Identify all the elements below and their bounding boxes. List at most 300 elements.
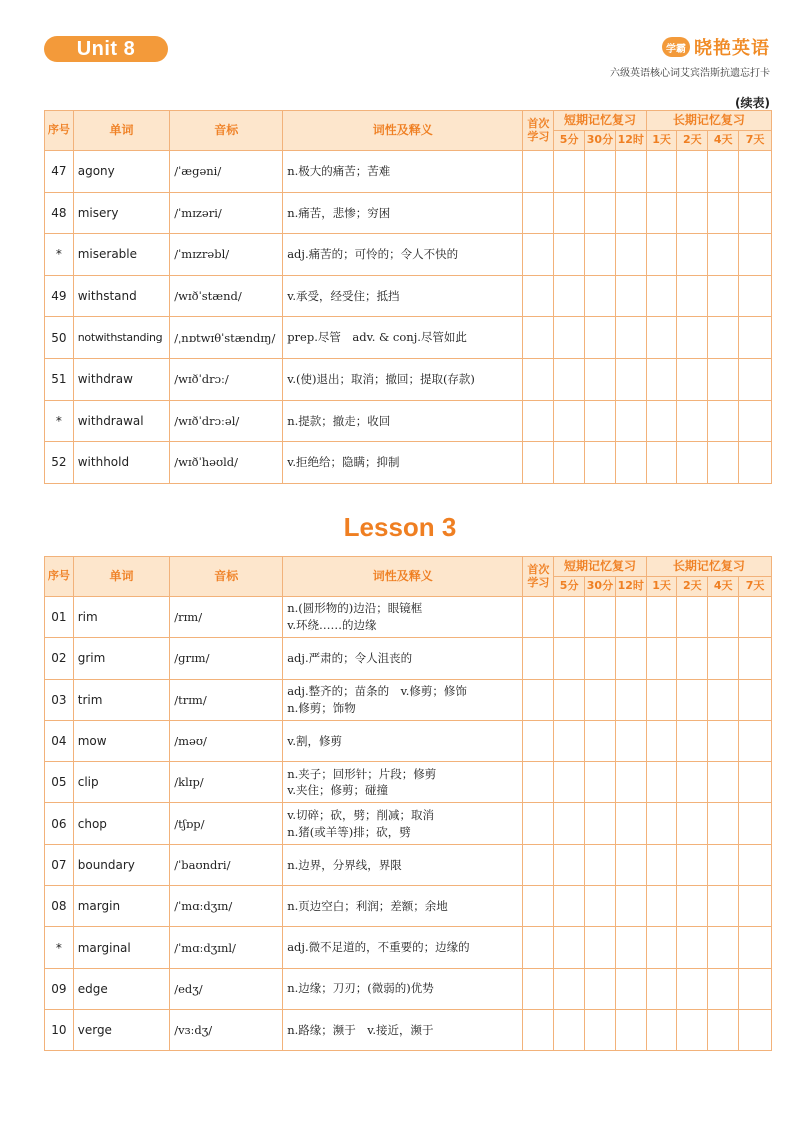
- phonetic-cell: /ɡrɪm/: [170, 638, 283, 679]
- review-checkbox-cell[interactable]: [677, 275, 708, 317]
- header-4day: 4天: [708, 577, 739, 597]
- review-checkbox-cell[interactable]: [554, 234, 585, 276]
- review-checkbox-cell[interactable]: [646, 275, 677, 317]
- word-cell: notwithstanding: [73, 317, 170, 359]
- table-row: [45, 442, 772, 484]
- definition-cell: [283, 234, 523, 276]
- header-word: 单词: [73, 111, 170, 151]
- review-checkbox-cell[interactable]: [677, 844, 708, 885]
- definition-cell: [283, 803, 523, 844]
- header-phonetic: 音标: [170, 557, 283, 597]
- definition-line: n.(圆形物的)边沿；眼镜框: [287, 601, 423, 616]
- review-checkbox-cell[interactable]: [739, 803, 772, 844]
- review-checkbox-cell[interactable]: [646, 358, 677, 400]
- table-row: [45, 234, 772, 276]
- definition-line: v.承受，经受住；抵挡: [287, 288, 400, 303]
- review-checkbox-cell[interactable]: [708, 844, 739, 885]
- unit-label: Unit 8: [44, 36, 168, 62]
- review-checkbox-cell[interactable]: [646, 638, 677, 679]
- review-checkbox-cell[interactable]: [677, 762, 708, 803]
- review-checkbox-cell[interactable]: [677, 886, 708, 927]
- review-checkbox-cell[interactable]: [708, 638, 739, 679]
- header-30min: 30分: [585, 577, 616, 597]
- phonetic-cell: /ˈmɪzəri/: [170, 192, 283, 234]
- review-checkbox-cell[interactable]: [585, 442, 616, 484]
- review-checkbox-cell[interactable]: [739, 720, 772, 761]
- review-checkbox-cell[interactable]: [554, 358, 585, 400]
- review-checkbox-cell[interactable]: [739, 192, 772, 234]
- review-checkbox-cell[interactable]: [615, 275, 646, 317]
- phonetic-cell: /trɪm/: [170, 679, 283, 720]
- review-checkbox-cell[interactable]: [739, 234, 772, 276]
- row-number: 51: [45, 358, 74, 400]
- review-checkbox-cell[interactable]: [708, 275, 739, 317]
- review-checkbox-cell[interactable]: [554, 151, 585, 193]
- vocab-table-unit8: [44, 110, 772, 484]
- phonetic-cell: /ˌnɒtwɪθˈstændɪŋ/: [170, 317, 283, 359]
- table-row: [45, 968, 772, 1009]
- review-checkbox-cell[interactable]: [708, 927, 739, 968]
- table-row: [45, 1009, 772, 1050]
- phonetic-cell: /wɪðˈhəʊld/: [170, 442, 283, 484]
- review-checkbox-cell[interactable]: [523, 803, 554, 844]
- review-checkbox-cell[interactable]: [615, 358, 646, 400]
- review-checkbox-cell[interactable]: [523, 234, 554, 276]
- table-row: [45, 317, 772, 359]
- review-checkbox-cell[interactable]: [554, 275, 585, 317]
- review-checkbox-cell[interactable]: [585, 275, 616, 317]
- table-row: [45, 844, 772, 885]
- table-row: [45, 886, 772, 927]
- review-checkbox-cell[interactable]: [523, 679, 554, 720]
- review-checkbox-cell[interactable]: [554, 192, 585, 234]
- row-number: 49: [45, 275, 74, 317]
- header-1day: 1天: [646, 577, 677, 597]
- header-short-term: 短期记忆复习: [554, 111, 646, 131]
- review-checkbox-cell[interactable]: [554, 720, 585, 761]
- review-checkbox-cell[interactable]: [615, 762, 646, 803]
- definition-line: n.痛苦，悲惨；穷困: [287, 205, 391, 220]
- definition-line: v.(使)退出；取消；撤回；提取(存款): [287, 371, 475, 386]
- review-checkbox-cell[interactable]: [708, 679, 739, 720]
- review-checkbox-cell[interactable]: [615, 968, 646, 1009]
- review-checkbox-cell[interactable]: [708, 886, 739, 927]
- definition-cell: [283, 968, 523, 1009]
- review-checkbox-cell[interactable]: [615, 192, 646, 234]
- table-row: [45, 927, 772, 968]
- definition-line: adj.严肃的；令人沮丧的: [287, 651, 413, 666]
- table-row: [45, 275, 772, 317]
- review-checkbox-cell[interactable]: [646, 442, 677, 484]
- header-no: 序号: [45, 111, 74, 151]
- row-number: 05: [45, 762, 74, 803]
- row-number: 03: [45, 679, 74, 720]
- definition-line: n.边界，分界线，界限: [287, 857, 402, 872]
- review-checkbox-cell[interactable]: [615, 1009, 646, 1050]
- phonetic-cell: /vɜːdʒ/: [170, 1009, 283, 1050]
- review-checkbox-cell[interactable]: [739, 638, 772, 679]
- header-phonetic: 音标: [170, 111, 283, 151]
- review-checkbox-cell[interactable]: [739, 358, 772, 400]
- review-checkbox-cell[interactable]: [554, 968, 585, 1009]
- review-checkbox-cell[interactable]: [523, 1009, 554, 1050]
- review-checkbox-cell[interactable]: [677, 927, 708, 968]
- review-checkbox-cell[interactable]: [615, 927, 646, 968]
- review-checkbox-cell[interactable]: [739, 275, 772, 317]
- review-checkbox-cell[interactable]: [708, 762, 739, 803]
- review-checkbox-cell[interactable]: [677, 234, 708, 276]
- row-number: 10: [45, 1009, 74, 1050]
- review-checkbox-cell[interactable]: [646, 803, 677, 844]
- header-7day: 7天: [739, 131, 772, 151]
- definition-line: n.提款；撤走；收回: [287, 413, 391, 428]
- table-row: [45, 638, 772, 679]
- review-checkbox-cell[interactable]: [523, 275, 554, 317]
- review-checkbox-cell[interactable]: [615, 638, 646, 679]
- header-long-term: 长期记忆复习: [646, 111, 771, 131]
- review-checkbox-cell[interactable]: [523, 317, 554, 359]
- word-cell: chop: [73, 803, 170, 844]
- review-checkbox-cell[interactable]: [523, 597, 554, 638]
- phonetic-cell: /wɪðˈstænd/: [170, 275, 283, 317]
- row-number: 48: [45, 192, 74, 234]
- table-row: [45, 679, 772, 720]
- definition-cell: [283, 720, 523, 761]
- definition-line: n.修剪；饰物: [287, 700, 356, 715]
- phonetic-cell: /tʃɒp/: [170, 803, 283, 844]
- word-cell: withhold: [73, 442, 170, 484]
- vocab-table-lesson3: [44, 556, 772, 1051]
- review-checkbox-cell[interactable]: [615, 679, 646, 720]
- review-checkbox-cell[interactable]: [554, 597, 585, 638]
- word-cell: agony: [73, 151, 170, 193]
- word-cell: withdrawal: [73, 400, 170, 442]
- word-cell: boundary: [73, 844, 170, 885]
- review-checkbox-cell[interactable]: [677, 968, 708, 1009]
- header-short-term: 短期记忆复习: [554, 557, 646, 577]
- definition-cell: [283, 886, 523, 927]
- header-2day: 2天: [677, 577, 708, 597]
- definition-cell: [283, 1009, 523, 1050]
- review-checkbox-cell[interactable]: [708, 597, 739, 638]
- review-checkbox-cell[interactable]: [677, 720, 708, 761]
- table-row: [45, 400, 772, 442]
- review-checkbox-cell[interactable]: [523, 442, 554, 484]
- header-30min: 30分: [585, 131, 616, 151]
- review-checkbox-cell[interactable]: [615, 720, 646, 761]
- review-checkbox-cell[interactable]: [554, 442, 585, 484]
- review-checkbox-cell[interactable]: [677, 442, 708, 484]
- review-checkbox-cell[interactable]: [677, 597, 708, 638]
- definition-line: prep.尽管 adv. & conj.尽管如此: [287, 330, 467, 345]
- review-checkbox-cell[interactable]: [739, 844, 772, 885]
- brand-name: 晓艳英语: [694, 38, 770, 59]
- review-checkbox-cell[interactable]: [585, 151, 616, 193]
- review-checkbox-cell[interactable]: [615, 803, 646, 844]
- review-checkbox-cell[interactable]: [585, 720, 616, 761]
- review-checkbox-cell[interactable]: [646, 762, 677, 803]
- definition-cell: [283, 275, 523, 317]
- word-cell: verge: [73, 1009, 170, 1050]
- review-checkbox-cell[interactable]: [646, 720, 677, 761]
- phonetic-cell: /rɪm/: [170, 597, 283, 638]
- definition-line: adj.痛苦的；可怜的；令人不快的: [287, 247, 459, 262]
- review-checkbox-cell[interactable]: [646, 927, 677, 968]
- review-checkbox-cell[interactable]: [646, 151, 677, 193]
- review-checkbox-cell[interactable]: [708, 358, 739, 400]
- review-checkbox-cell[interactable]: [585, 234, 616, 276]
- review-checkbox-cell[interactable]: [554, 1009, 585, 1050]
- table-row: [45, 762, 772, 803]
- review-checkbox-cell[interactable]: [739, 1009, 772, 1050]
- header-word: 单词: [73, 557, 170, 597]
- header-2day: 2天: [677, 131, 708, 151]
- table-row: [45, 597, 772, 638]
- review-checkbox-cell[interactable]: [554, 679, 585, 720]
- phonetic-cell: /məʊ/: [170, 720, 283, 761]
- review-checkbox-cell[interactable]: [585, 844, 616, 885]
- phonetic-cell: /wɪðˈdrɔːəl/: [170, 400, 283, 442]
- definition-line: n.路缘；濒于 v.接近，濒于: [287, 1022, 434, 1037]
- row-number: 47: [45, 151, 74, 193]
- word-cell: rim: [73, 597, 170, 638]
- review-checkbox-cell[interactable]: [677, 803, 708, 844]
- row-number: *: [45, 400, 74, 442]
- definition-line: adj.微不足道的，不重要的；边缘的: [287, 940, 470, 955]
- definition-cell: [283, 679, 523, 720]
- word-cell: withdraw: [73, 358, 170, 400]
- review-checkbox-cell[interactable]: [646, 844, 677, 885]
- header-12h: 12时: [615, 131, 646, 151]
- review-checkbox-cell[interactable]: [523, 844, 554, 885]
- row-number: 52: [45, 442, 74, 484]
- review-checkbox-cell[interactable]: [615, 844, 646, 885]
- brand-logo-icon: 学霸: [662, 37, 690, 57]
- header-7day: 7天: [739, 577, 772, 597]
- review-checkbox-cell[interactable]: [523, 968, 554, 1009]
- definition-cell: [283, 927, 523, 968]
- review-checkbox-cell[interactable]: [523, 400, 554, 442]
- table-row: [45, 720, 772, 761]
- header-5min: 5分: [554, 577, 585, 597]
- review-checkbox-cell[interactable]: [739, 762, 772, 803]
- review-checkbox-cell[interactable]: [646, 886, 677, 927]
- review-checkbox-cell[interactable]: [554, 803, 585, 844]
- review-checkbox-cell[interactable]: [585, 317, 616, 359]
- review-checkbox-cell[interactable]: [677, 192, 708, 234]
- definition-line: v.环绕……的边缘: [287, 618, 377, 633]
- review-checkbox-cell[interactable]: [554, 762, 585, 803]
- review-checkbox-cell[interactable]: [677, 679, 708, 720]
- phonetic-cell: /ˈmɪzrəbl/: [170, 234, 283, 276]
- review-checkbox-cell[interactable]: [554, 400, 585, 442]
- definition-cell: [283, 844, 523, 885]
- review-checkbox-cell[interactable]: [585, 803, 616, 844]
- review-checkbox-cell[interactable]: [739, 400, 772, 442]
- review-checkbox-cell[interactable]: [739, 968, 772, 1009]
- review-checkbox-cell[interactable]: [585, 597, 616, 638]
- review-checkbox-cell[interactable]: [646, 234, 677, 276]
- header-meaning: 词性及释义: [283, 557, 523, 597]
- word-cell: miserable: [73, 234, 170, 276]
- review-checkbox-cell[interactable]: [523, 192, 554, 234]
- definition-cell: [283, 400, 523, 442]
- review-checkbox-cell[interactable]: [708, 720, 739, 761]
- phonetic-cell: /ˈægəni/: [170, 151, 283, 193]
- definition-line: v.割，修剪: [287, 733, 342, 748]
- review-checkbox-cell[interactable]: [523, 151, 554, 193]
- phonetic-cell: /ˈbaʊndri/: [170, 844, 283, 885]
- row-number: 08: [45, 886, 74, 927]
- review-checkbox-cell[interactable]: [523, 762, 554, 803]
- definition-cell: [283, 151, 523, 193]
- definition-cell: [283, 358, 523, 400]
- row-number: 09: [45, 968, 74, 1009]
- header-5min: 5分: [554, 131, 585, 151]
- review-checkbox-cell[interactable]: [585, 927, 616, 968]
- review-checkbox-cell[interactable]: [585, 358, 616, 400]
- header-long-term: 长期记忆复习: [646, 557, 771, 577]
- review-checkbox-cell[interactable]: [615, 886, 646, 927]
- review-checkbox-cell[interactable]: [523, 886, 554, 927]
- review-checkbox-cell[interactable]: [585, 762, 616, 803]
- review-checkbox-cell[interactable]: [615, 442, 646, 484]
- review-checkbox-cell[interactable]: [615, 317, 646, 359]
- row-number: 07: [45, 844, 74, 885]
- header-1day: 1天: [646, 131, 677, 151]
- row-number: 01: [45, 597, 74, 638]
- word-cell: margin: [73, 886, 170, 927]
- definition-line: n.猪(或羊等)排；砍，劈: [287, 824, 411, 839]
- review-checkbox-cell[interactable]: [646, 679, 677, 720]
- phonetic-cell: /ˈmɑːdʒɪn/: [170, 886, 283, 927]
- definition-line: v.夹住；修剪；碰撞: [287, 783, 388, 798]
- table-row: [45, 192, 772, 234]
- header-first-study: 首次学习: [523, 111, 554, 151]
- review-checkbox-cell[interactable]: [739, 679, 772, 720]
- definition-line: n.页边空白；利润；差额；余地: [287, 898, 448, 913]
- word-cell: misery: [73, 192, 170, 234]
- review-checkbox-cell[interactable]: [708, 803, 739, 844]
- phonetic-cell: /edʒ/: [170, 968, 283, 1009]
- table-row: [45, 358, 772, 400]
- review-checkbox-cell[interactable]: [708, 442, 739, 484]
- review-checkbox-cell[interactable]: [585, 1009, 616, 1050]
- review-checkbox-cell[interactable]: [646, 968, 677, 1009]
- review-checkbox-cell[interactable]: [646, 317, 677, 359]
- review-checkbox-cell[interactable]: [585, 968, 616, 1009]
- table-row: [45, 803, 772, 844]
- review-checkbox-cell[interactable]: [708, 400, 739, 442]
- review-checkbox-cell[interactable]: [523, 358, 554, 400]
- row-number: *: [45, 234, 74, 276]
- review-checkbox-cell[interactable]: [739, 886, 772, 927]
- word-cell: withstand: [73, 275, 170, 317]
- review-checkbox-cell[interactable]: [677, 638, 708, 679]
- word-cell: edge: [73, 968, 170, 1009]
- review-checkbox-cell[interactable]: [554, 886, 585, 927]
- continued-label: (续表): [735, 96, 770, 110]
- review-checkbox-cell[interactable]: [708, 968, 739, 1009]
- review-checkbox-cell[interactable]: [554, 927, 585, 968]
- review-checkbox-cell[interactable]: [739, 151, 772, 193]
- review-checkbox-cell[interactable]: [739, 317, 772, 359]
- review-checkbox-cell[interactable]: [739, 442, 772, 484]
- review-checkbox-cell[interactable]: [646, 192, 677, 234]
- review-checkbox-cell[interactable]: [523, 927, 554, 968]
- review-checkbox-cell[interactable]: [585, 400, 616, 442]
- review-checkbox-cell[interactable]: [585, 638, 616, 679]
- review-checkbox-cell[interactable]: [523, 638, 554, 679]
- review-checkbox-cell[interactable]: [615, 151, 646, 193]
- review-checkbox-cell[interactable]: [708, 192, 739, 234]
- review-checkbox-cell[interactable]: [615, 597, 646, 638]
- phonetic-cell: /ˈmɑːdʒɪnl/: [170, 927, 283, 968]
- phonetic-cell: /wɪðˈdrɔː/: [170, 358, 283, 400]
- definition-cell: [283, 762, 523, 803]
- word-cell: mow: [73, 720, 170, 761]
- review-checkbox-cell[interactable]: [523, 720, 554, 761]
- row-number: 04: [45, 720, 74, 761]
- review-checkbox-cell[interactable]: [708, 234, 739, 276]
- review-checkbox-cell[interactable]: [677, 358, 708, 400]
- row-number: *: [45, 927, 74, 968]
- definition-line: n.边缘；刀刃；(微弱的)优势: [287, 981, 434, 996]
- header-4day: 4天: [708, 131, 739, 151]
- word-cell: grim: [73, 638, 170, 679]
- review-checkbox-cell[interactable]: [646, 1009, 677, 1050]
- review-checkbox-cell[interactable]: [585, 192, 616, 234]
- definition-cell: [283, 192, 523, 234]
- header-12h: 12时: [615, 577, 646, 597]
- review-checkbox-cell[interactable]: [585, 886, 616, 927]
- review-checkbox-cell[interactable]: [677, 400, 708, 442]
- header-first-study: 首次学习: [523, 557, 554, 597]
- definition-line: v.切碎；砍，劈；削减；取消: [287, 807, 434, 822]
- definition-line: adj.整齐的；苗条的 v.修剪；修饰: [287, 684, 467, 699]
- definition-cell: [283, 442, 523, 484]
- review-checkbox-cell[interactable]: [554, 317, 585, 359]
- review-checkbox-cell[interactable]: [708, 151, 739, 193]
- word-cell: marginal: [73, 927, 170, 968]
- review-checkbox-cell[interactable]: [554, 638, 585, 679]
- review-checkbox-cell[interactable]: [585, 679, 616, 720]
- review-checkbox-cell[interactable]: [739, 597, 772, 638]
- brand-block: [610, 34, 770, 79]
- review-checkbox-cell[interactable]: [677, 317, 708, 359]
- brand-subtitle: 六级英语核心词艾宾浩斯抗遗忘打卡: [610, 68, 770, 79]
- review-checkbox-cell[interactable]: [677, 1009, 708, 1050]
- table-row: [45, 151, 772, 193]
- review-checkbox-cell[interactable]: [615, 400, 646, 442]
- word-cell: trim: [73, 679, 170, 720]
- review-checkbox-cell[interactable]: [615, 234, 646, 276]
- lesson-title: Lesson 3: [343, 512, 457, 542]
- review-checkbox-cell[interactable]: [677, 151, 708, 193]
- review-checkbox-cell[interactable]: [708, 317, 739, 359]
- definition-line: n.夹子；回形针；片段；修剪: [287, 766, 437, 781]
- review-checkbox-cell[interactable]: [708, 1009, 739, 1050]
- header-no: 序号: [45, 557, 74, 597]
- definition-line: n.极大的痛苦；苦难: [287, 163, 391, 178]
- review-checkbox-cell[interactable]: [739, 927, 772, 968]
- review-checkbox-cell[interactable]: [646, 400, 677, 442]
- review-checkbox-cell[interactable]: [646, 597, 677, 638]
- phonetic-cell: /klɪp/: [170, 762, 283, 803]
- definition-line: v.拒绝给；隐瞒；抑制: [287, 455, 400, 470]
- review-checkbox-cell[interactable]: [554, 844, 585, 885]
- definition-cell: [283, 638, 523, 679]
